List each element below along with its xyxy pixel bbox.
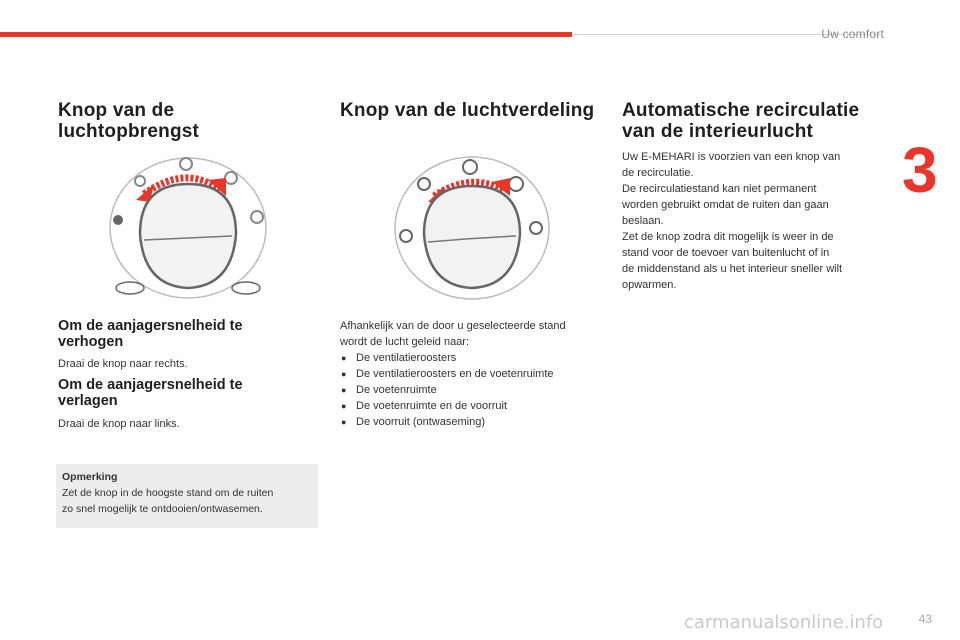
air-distribution-intro-2: wordt de lucht geleid naar:	[340, 336, 470, 348]
watermark-link[interactable]: carmanualsonline.info	[684, 612, 884, 633]
header-accent-rule	[0, 32, 572, 37]
recirculation-line: de recirculatie.	[622, 167, 694, 179]
decrease-speed-text: Draai de knop naar links.	[58, 418, 180, 430]
recirculation-line: opwarmen.	[622, 279, 677, 291]
recirculation-line: Zet de knop zodra dit mogelijk is weer in de	[622, 231, 834, 243]
note-text-line-1: Zet de knop in de hoogste stand om de ruiten	[62, 487, 274, 499]
fan-speed-knob-illustration	[104, 150, 274, 300]
page-number: 43	[918, 612, 932, 626]
chapter-number: 3	[902, 134, 938, 206]
recirculation-line: worden gebruikt omdat de ruiten dan gaan	[622, 199, 829, 211]
recirculation-line: Uw E-MEHARI is voorzien van een knop van	[622, 151, 841, 163]
list-item: ● De voetenruimte	[340, 382, 602, 398]
recirculation-line: de middenstand als u het interieur sneller wilt	[622, 263, 843, 275]
note-text-line-2: zo snel mogelijk te ontdooien/ontwasemen.	[62, 503, 263, 515]
fan-speed-title: Knop van de luchtopbrengst	[58, 100, 200, 142]
increase-speed-heading: Om de aanjagersnelheid te verhogen	[58, 318, 243, 350]
recirculation-line: stand voor de toevoer van buitenlucht of in	[622, 247, 830, 259]
recirculation-title: Automatische recirculatie van de interieurlucht	[622, 100, 860, 142]
list-item: ● De ventilatieroosters	[340, 350, 602, 366]
section-label: Uw comfort	[821, 27, 884, 41]
air-distribution-title: Knop van de luchtverdeling	[340, 100, 595, 121]
list-item: ● De ventilatieroosters en de voetenruimte	[340, 366, 602, 382]
air-distribution-body	[340, 318, 602, 430]
air-distribution-column	[340, 100, 602, 121]
recirculation-column	[622, 100, 884, 293]
recirculation-line: De recirculatiestand kan niet permanent	[622, 183, 817, 195]
list-item: ● De voetenruimte en de voorruit	[340, 398, 602, 414]
recirculation-body	[622, 149, 884, 293]
increase-speed-text: Draai de knop naar rechts.	[58, 358, 188, 370]
note-title: Opmerking	[62, 471, 118, 483]
air-distribution-intro-1: Afhankelijk van de door u geselecteerde stand	[340, 320, 566, 332]
air-distribution-list	[340, 350, 602, 430]
note-box	[56, 464, 318, 528]
recirculation-line: beslaan.	[622, 215, 664, 227]
fan-speed-column	[58, 100, 320, 142]
decrease-speed-heading: Om de aanjagersnelheid te verlagen	[58, 377, 243, 409]
list-item: ● De voorruit (ontwaseming)	[340, 414, 602, 430]
air-distribution-knob-illustration	[392, 152, 554, 302]
